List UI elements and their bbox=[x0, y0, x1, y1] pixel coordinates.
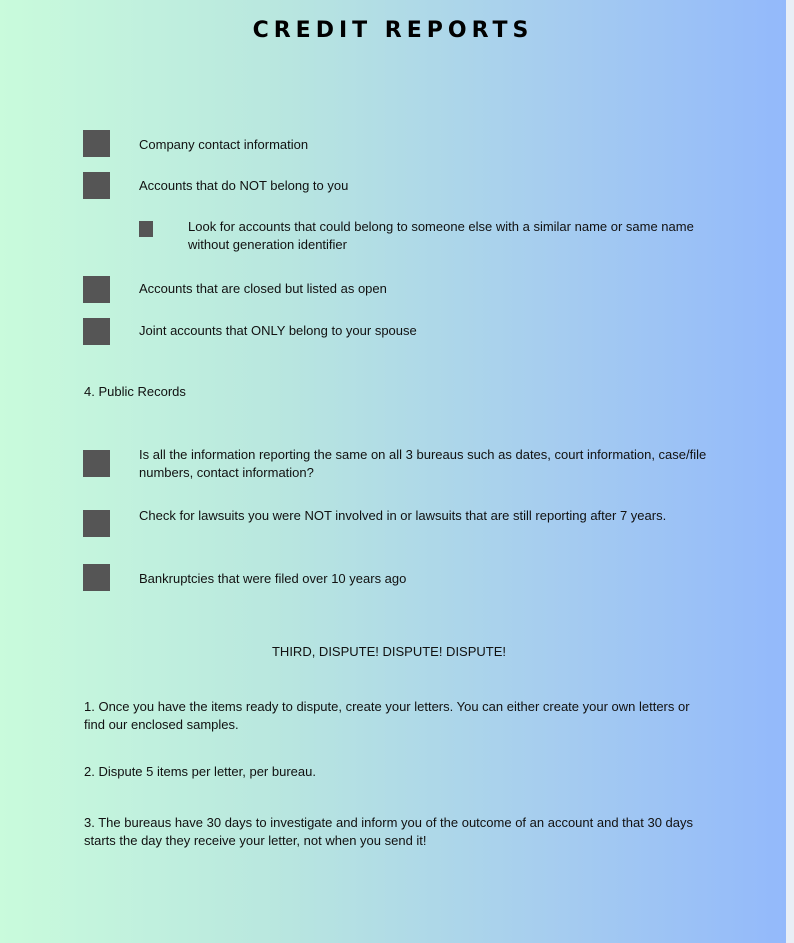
checklist-item-lawsuits: Check for lawsuits you were NOT involved in or lawsuits that are still reporting after 7 years. bbox=[139, 508, 667, 523]
checkbox[interactable] bbox=[83, 318, 110, 345]
page-edge bbox=[786, 0, 794, 943]
checklist-item-closed-listed-open: Accounts that are closed but listed as open bbox=[139, 281, 387, 296]
checkbox[interactable] bbox=[83, 450, 110, 477]
dispute-step-1: 1. Once you have the items ready to dispute, create your letters. You can either create your own letters or find our enclosed samples. bbox=[84, 699, 690, 732]
checkbox[interactable] bbox=[83, 510, 110, 537]
checkbox[interactable] bbox=[83, 130, 110, 157]
checklist-item-accounts-not-yours: Accounts that do NOT belong to you bbox=[139, 178, 349, 193]
sub-checkbox[interactable] bbox=[139, 221, 153, 237]
dispute-step-3: 3. The bureaus have 30 days to investigate and inform you of the outcome of an account and that 30 days starts the day they receive your letter, not when you send it! bbox=[84, 815, 693, 848]
checklist-item-bankruptcies: Bankruptcies that were filed over 10 years ago bbox=[139, 571, 407, 586]
section-heading-dispute: THIRD, DISPUTE! DISPUTE! DISPUTE! bbox=[271, 644, 507, 659]
checklist-item-company-contact: Company contact information bbox=[139, 137, 309, 152]
dispute-step-2: 2. Dispute 5 items per letter, per bureau. bbox=[84, 764, 316, 779]
checkbox[interactable] bbox=[83, 172, 110, 199]
checklist-subitem-similar-name: Look for accounts that could belong to someone else with a similar name or same name without generation identifier bbox=[188, 219, 694, 252]
checkbox[interactable] bbox=[83, 276, 110, 303]
checklist-item-joint-accounts: Joint accounts that ONLY belong to your spouse bbox=[139, 323, 417, 338]
checkbox[interactable] bbox=[83, 564, 110, 591]
section-heading-public-records: 4. Public Records bbox=[84, 384, 186, 399]
page-title: CREDIT REPORTS bbox=[252, 18, 534, 43]
checklist-item-bureau-consistency: Is all the information reporting the same on all 3 bureaus such as dates, court information, case/file numbers, contact information? bbox=[139, 447, 707, 480]
